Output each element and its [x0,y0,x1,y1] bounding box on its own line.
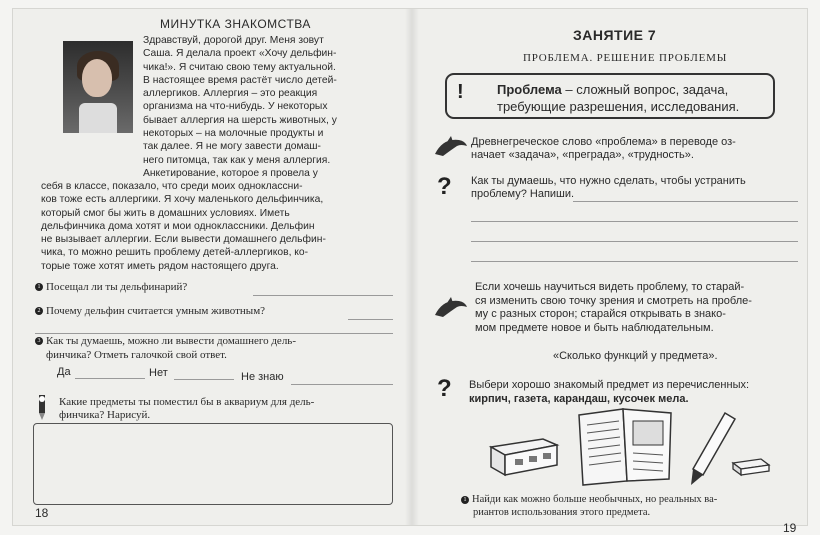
tip-line: мом предмете новое и быть наблюдательным. [475,321,714,334]
lesson-title: ЗАНЯТИЕ 7 [573,27,657,43]
intro-line: Анкетирование, которое я провела у [143,167,318,179]
answer-line[interactable] [573,201,798,202]
ask-line-1: Как ты думаешь, что нужно сделать, чтобы устранить [471,175,746,187]
section-heading: МИНУТКА ЗНАКОМСТВА [160,17,311,31]
tip-line: Если хочешь научиться видеть проблему, то старай- [475,281,745,293]
intro-line: бывает аллергия на шерсть животных, у [143,114,337,126]
dolphin-icon [433,295,469,321]
question-2 [35,305,265,318]
photo-girl [63,41,133,133]
intro-paragraph [143,34,408,180]
intro-line: него питомца, так как у меня аллергия. [143,154,331,166]
answer-line[interactable] [35,333,393,334]
right-page [413,9,809,535]
newspaper-icon [571,407,681,487]
question-3-line-1: Как ты думаешь, можно ли вывести домашнего дель- [46,335,296,347]
answer-line[interactable] [471,221,798,222]
brick-icon [483,429,563,479]
question-3-line-2: финчика? Отметь галочкой свой ответ. [46,349,227,361]
game-title: «Сколько функций у предмета». [553,350,718,362]
definition-line-2: требующие разрешения, исследования. [497,99,740,114]
textbook-spread [12,8,808,535]
chalk-icon [729,455,773,479]
question-4-line-1: Какие предметы ты поместил бы в аквариум для дель- [59,396,315,408]
lesson-subtitle: ПРОБЛЕМА. РЕШЕНИЕ ПРОБЛЕМЫ [523,52,728,64]
bullet-icon: 1 [461,496,469,504]
story-line: себя в классе, показало, что среди моих одноклассни- [41,181,303,192]
intro-line: так далее. Я не могу завести домаш- [143,141,321,153]
find-line-1-text: Найди как можно больше необычных, но реальных ва- [472,494,718,505]
option-dontknow-line[interactable] [291,384,393,385]
story-line: который смог бы жить в домашних условиях. Иметь [41,207,290,219]
bullet-icon: 3 [35,337,43,345]
find-line-1 [461,493,717,506]
dolphin-icon [433,134,469,160]
story-line: чика, то можно решить проблему детей-аллергиков, ко- [41,247,309,259]
question-1 [35,281,187,294]
option-yes-line[interactable] [75,378,145,379]
intro-line: организма на что-нибудь. У некоторых [143,101,328,113]
intro-line: некоторых – на молочные продукты и [143,128,324,140]
tip-line: му с разных сторон; старайся открывать в знако- [475,308,726,320]
question-3 [35,335,296,348]
info-icon: ! [457,81,464,103]
definition-text: – сложный вопрос, задача, [561,82,729,97]
pencil-icon [35,393,49,421]
question-4-line-2: финчика? Нарисуй. [59,409,151,421]
answer-line[interactable] [348,319,393,320]
option-no-label: Нет [149,367,168,379]
answer-line[interactable] [471,261,798,262]
definition-term: Проблема [497,82,562,97]
tip-line: ся изменить свою точку зрения и смотреть на пробле- [475,294,752,307]
definition-box [445,73,775,119]
ask-line-2: проблему? Напиши. [471,188,575,200]
story-paragraph [41,180,408,273]
intro-line: В настоящее время растёт число детей- [143,74,337,86]
intro-line: чика!». Я считаю свою тему актуальной. [143,61,336,73]
question-icon: ? [437,173,452,200]
answer-line[interactable] [471,241,798,242]
page-number-right: 19 [783,521,797,535]
intro-line: Здравствуй, дорогой друг. Меня зовут [143,35,324,46]
story-line: дельфинчика дома хотят и мои одноклассники. Дельфин [41,220,315,232]
option-yes-label: Да [57,366,71,378]
question-2-text: Почему дельфин считается умным животным? [46,305,266,317]
story-line: торые тоже хотят иметь рядом настоящего друга. [41,260,279,272]
left-page [13,9,411,525]
bullet-icon: 1 [35,283,43,291]
option-no-line[interactable] [174,379,234,380]
definition-line-1 [497,82,728,97]
find-line-2: риантов использования этого предмета. [473,507,651,518]
choose-line-1: Выбери хорошо знакомый предмет из перечисленных: [469,379,750,391]
intro-line: аллергиков. Аллергия – это реакция [143,88,318,100]
story-line: не вызывает аллергии. Если вывести домашнего дельфин- [41,234,326,246]
choose-line-2: кирпич, газета, карандаш, кусочек мела. [469,393,689,405]
greek-line-1: Древнегреческое слово «проблема» в переводе оз- [471,136,736,148]
option-dontknow-label: Не знаю [241,371,284,383]
story-line: ков тоже есть аллергики. Я хочу маленького дельфинчика, [41,194,324,206]
drawing-box[interactable] [33,423,393,505]
bullet-icon: 2 [35,307,43,315]
question-1-text: Посещал ли ты дельфинарий? [46,281,188,293]
intro-line: Саша. Я делала проект «Хочу дельфин- [143,48,337,60]
tip-paragraph [475,281,800,335]
question-icon: ? [437,375,452,402]
answer-line[interactable] [253,295,393,296]
greek-line-2: начает «задача», «преграда», «трудность». [471,149,694,161]
page-number-left: 18 [35,506,49,520]
